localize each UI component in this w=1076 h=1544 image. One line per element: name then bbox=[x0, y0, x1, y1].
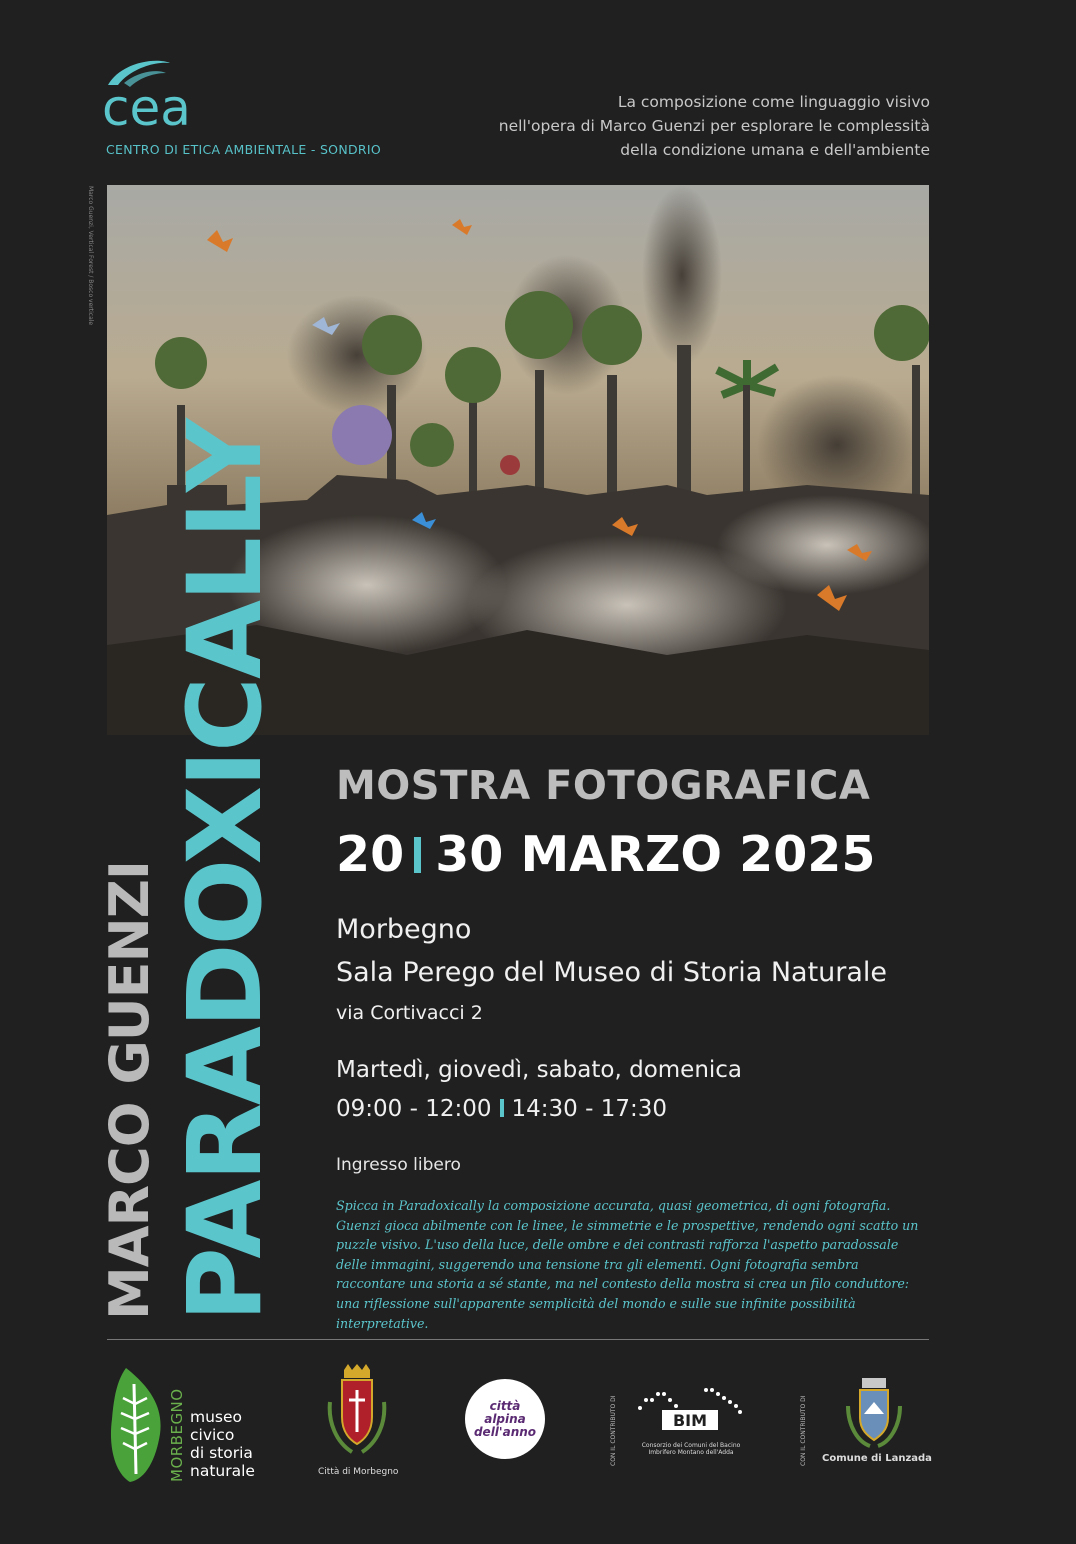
photo-credit: Marco Guenzi, Vertical Forest / Bosco verticale bbox=[87, 186, 94, 326]
bim-caption: Consorzio dei Comuni del Bacino Imbrifero Montano dell'Adda bbox=[641, 1442, 741, 1456]
exhibition-description: Spicca in Paradoxically la composizione accurata, quasi geometrica, di ogni fotografia. Guenzi gioca abilmente con le linee, le simmetrie e le prospettive, rendendo ogni scatto un puzzle visivo. L'uso della luce, delle ombre e dei contrasti rafforza l'aspetto paradossale delle immagini, suggerendo una tensione tra gli elementi. Ogni fotografia sembra raccontare una storia a sé stante, ma nel contesto della mostra si crea un filo conduttore: una riflessione sull'apparente semplicità del mondo e sulle sue infinite possibilità interpretative. bbox=[336, 1198, 919, 1331]
hours-separator bbox=[500, 1099, 504, 1117]
contrib-label-bim: CON IL CONTRIBUTO DI bbox=[610, 1395, 617, 1466]
date-end: 30 MARZO 2025 bbox=[435, 826, 876, 883]
morbegno-crest bbox=[322, 1362, 392, 1462]
opening-hours bbox=[336, 1096, 667, 1122]
date-separator bbox=[414, 837, 421, 873]
exhibition-title: PARADOXICALLY bbox=[166, 420, 285, 1322]
cea-logo-text: cea bbox=[102, 79, 191, 135]
intro-text bbox=[410, 90, 930, 162]
museum-town-label: MORBEGNO bbox=[168, 1388, 186, 1482]
museum-name bbox=[190, 1408, 255, 1480]
museum-line-1: museo bbox=[190, 1408, 243, 1426]
lanzada-crest bbox=[842, 1376, 906, 1450]
contrib-label-lanzada: CON IL CONTRIBUTO DI bbox=[800, 1395, 807, 1466]
museum-line-3: di storia bbox=[190, 1444, 253, 1462]
city-caption: Città di Morbegno bbox=[318, 1467, 399, 1477]
admission: Ingresso libero bbox=[336, 1155, 461, 1175]
alpine-city-text bbox=[465, 1400, 545, 1439]
museum-line-2: civico bbox=[190, 1426, 235, 1444]
intro-line-1: La composizione come linguaggio visivo bbox=[617, 93, 930, 111]
org-name: CENTRO DI ETICA AMBIENTALE - SONDRIO bbox=[106, 142, 382, 157]
museum-leaf-logo bbox=[106, 1364, 170, 1484]
event-town: Morbegno bbox=[336, 914, 472, 945]
lanzada-caption: Comune di Lanzada bbox=[822, 1453, 932, 1464]
hours-afternoon: 14:30 - 17:30 bbox=[511, 1096, 667, 1122]
opening-days: Martedì, giovedì, sabato, domenica bbox=[336, 1057, 743, 1083]
event-type: MOSTRA FOTOGRAFICA bbox=[336, 763, 871, 809]
intro-line-3: della condizione umana e dell'ambiente bbox=[620, 141, 930, 159]
artist-name: MARCO GUENZI bbox=[98, 861, 161, 1320]
intro-line-2: nell'opera di Marco Guenzi per esplorare le complessità bbox=[498, 117, 930, 135]
bim-logo bbox=[636, 1380, 746, 1436]
event-venue: Sala Perego del Museo di Storia Naturale bbox=[336, 957, 888, 988]
date-start: 20 bbox=[336, 826, 405, 883]
event-address: via Cortivacci 2 bbox=[336, 1002, 483, 1024]
cea-logo bbox=[100, 55, 220, 135]
bim-logo-text: BIM bbox=[672, 1411, 708, 1430]
alpine-line-1: città bbox=[489, 1399, 521, 1413]
museum-line-4: naturale bbox=[190, 1462, 255, 1480]
hours-morning: 09:00 - 12:00 bbox=[336, 1096, 492, 1122]
footer-divider bbox=[107, 1339, 929, 1340]
alpine-line-3: dell'anno bbox=[473, 1425, 537, 1439]
event-dates bbox=[336, 826, 876, 883]
alpine-line-2: alpina bbox=[484, 1412, 526, 1426]
